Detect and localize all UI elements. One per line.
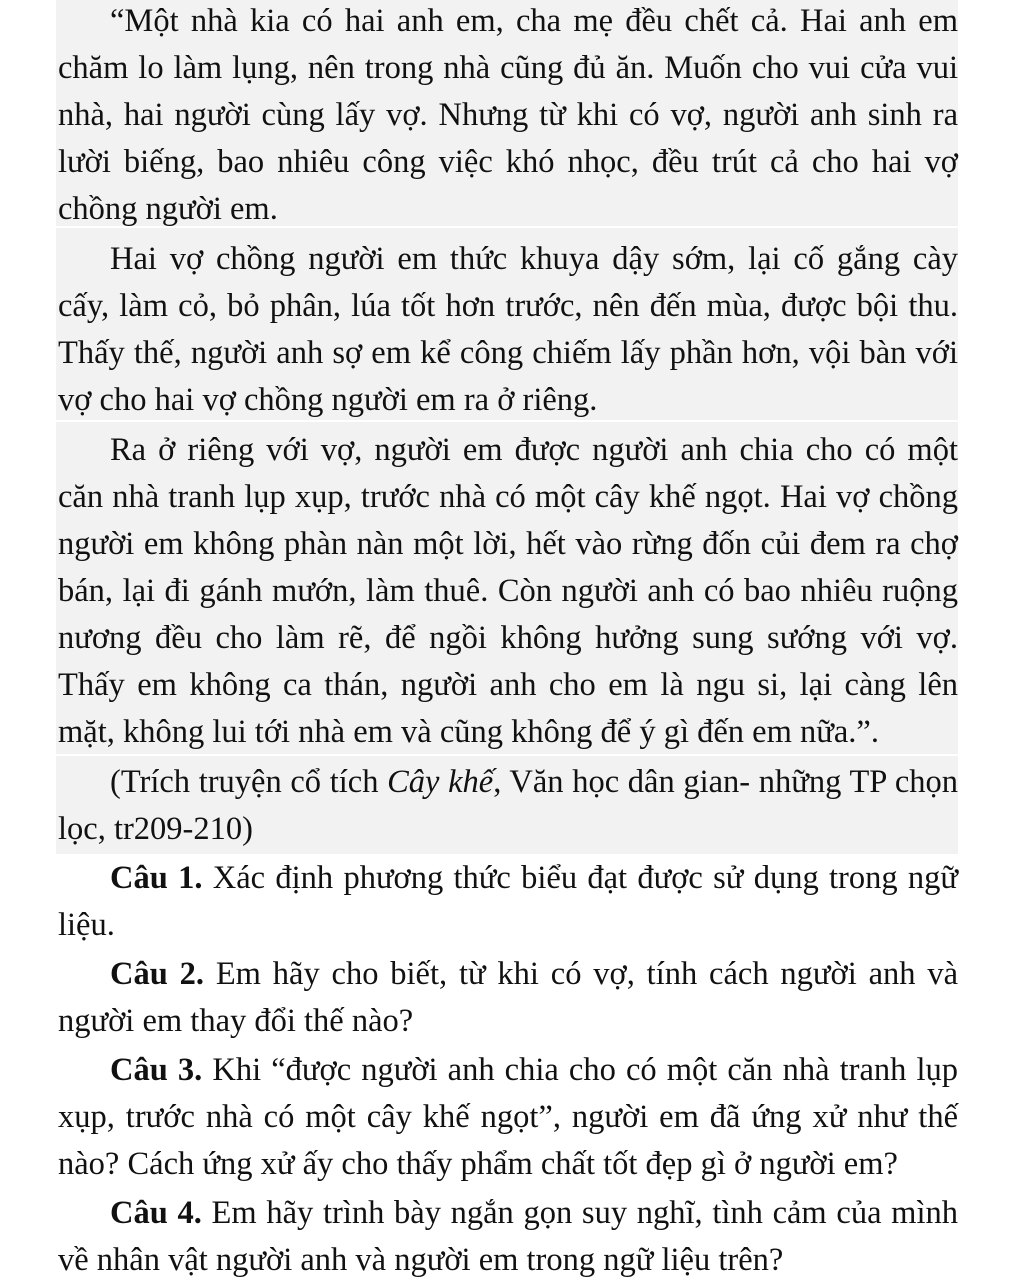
source-citation [58, 759, 958, 853]
question-3 [58, 1047, 958, 1188]
question-text: Xác định phương thức biểu đạt được sử dụng trong ngữ liệu. [58, 860, 958, 943]
passage-paragraph-2: Hai vợ chồng người em thức khuya dậy sớm, lại cố gắng cày cấy, làm cỏ, bỏ phân, lúa tốt hơn trước, nên đến mùa, được bội thu. Thấy thế, người anh sợ em kể công chiếm lấy phần hơn, vội bàn với vợ cho hai vợ chồng người em ra ở riêng. [58, 241, 958, 418]
question-4 [58, 1190, 958, 1280]
question-label: Câu 4. [110, 1195, 202, 1231]
question-text: Em hãy trình bày ngắn gọn suy nghĩ, tình cảm của mình về nhân vật người anh và người em trong ngữ liệu trên? [58, 1195, 958, 1278]
passage-paragraph-3: Ra ở riêng với vợ, người em được người anh chia cho có một căn nhà tranh lụp xụp, trước nhà có một cây khế ngọt. Hai vợ chồng người em không phàn nàn một lời, hết vào rừng đốn củi đem ra chợ bán, lại đi gánh mướn, làm thuê. Còn người anh có bao nhiêu ruộng nương đều cho làm rẽ, để ngồi không hưởng sung sướng với vợ. Thấy em không ca thán, người anh cho em là ngu si, lại càng lên mặt, không lui tới nhà em và cũng không để ý gì đến em nữa.”. [58, 432, 958, 750]
question-text: Khi “được người anh chia cho có một căn nhà tranh lụp xụp, trước nhà có một cây khế ngọt”, người em đã ứng xử như thế nào? Cách ứng xử ấy cho thấy phẩm chất tốt đẹp gì ở người em? [58, 1052, 959, 1182]
passage-paragraph-1: “Một nhà kia có hai anh em, cha mẹ đều chết cả. Hai anh em chăm lo làm lụng, nên trong nhà cũng đủ ăn. Muốn cho vui cửa vui nhà, hai người cùng lấy vợ. Nhưng từ khi có vợ, người anh sinh ra lười biếng, bao nhiêu công việc khó nhọc, đều trút cả cho hai vợ chồng người em. [58, 3, 958, 227]
citation-work-title: Cây khế [387, 764, 494, 800]
question-label: Câu 2. [110, 956, 204, 992]
question-2 [58, 951, 958, 1045]
citation-suffix: , Văn học dân gian- những TP chọn lọc, tr209-210) [58, 764, 959, 847]
question-label: Câu 3. [110, 1052, 203, 1088]
question-label: Câu 1. [110, 860, 203, 896]
citation-prefix: (Trích truyện cổ tích [110, 764, 388, 800]
question-1 [58, 855, 958, 949]
question-text: Em hãy cho biết, từ khi có vợ, tính cách người anh và người em thay đổi thế nào? [58, 956, 958, 1039]
